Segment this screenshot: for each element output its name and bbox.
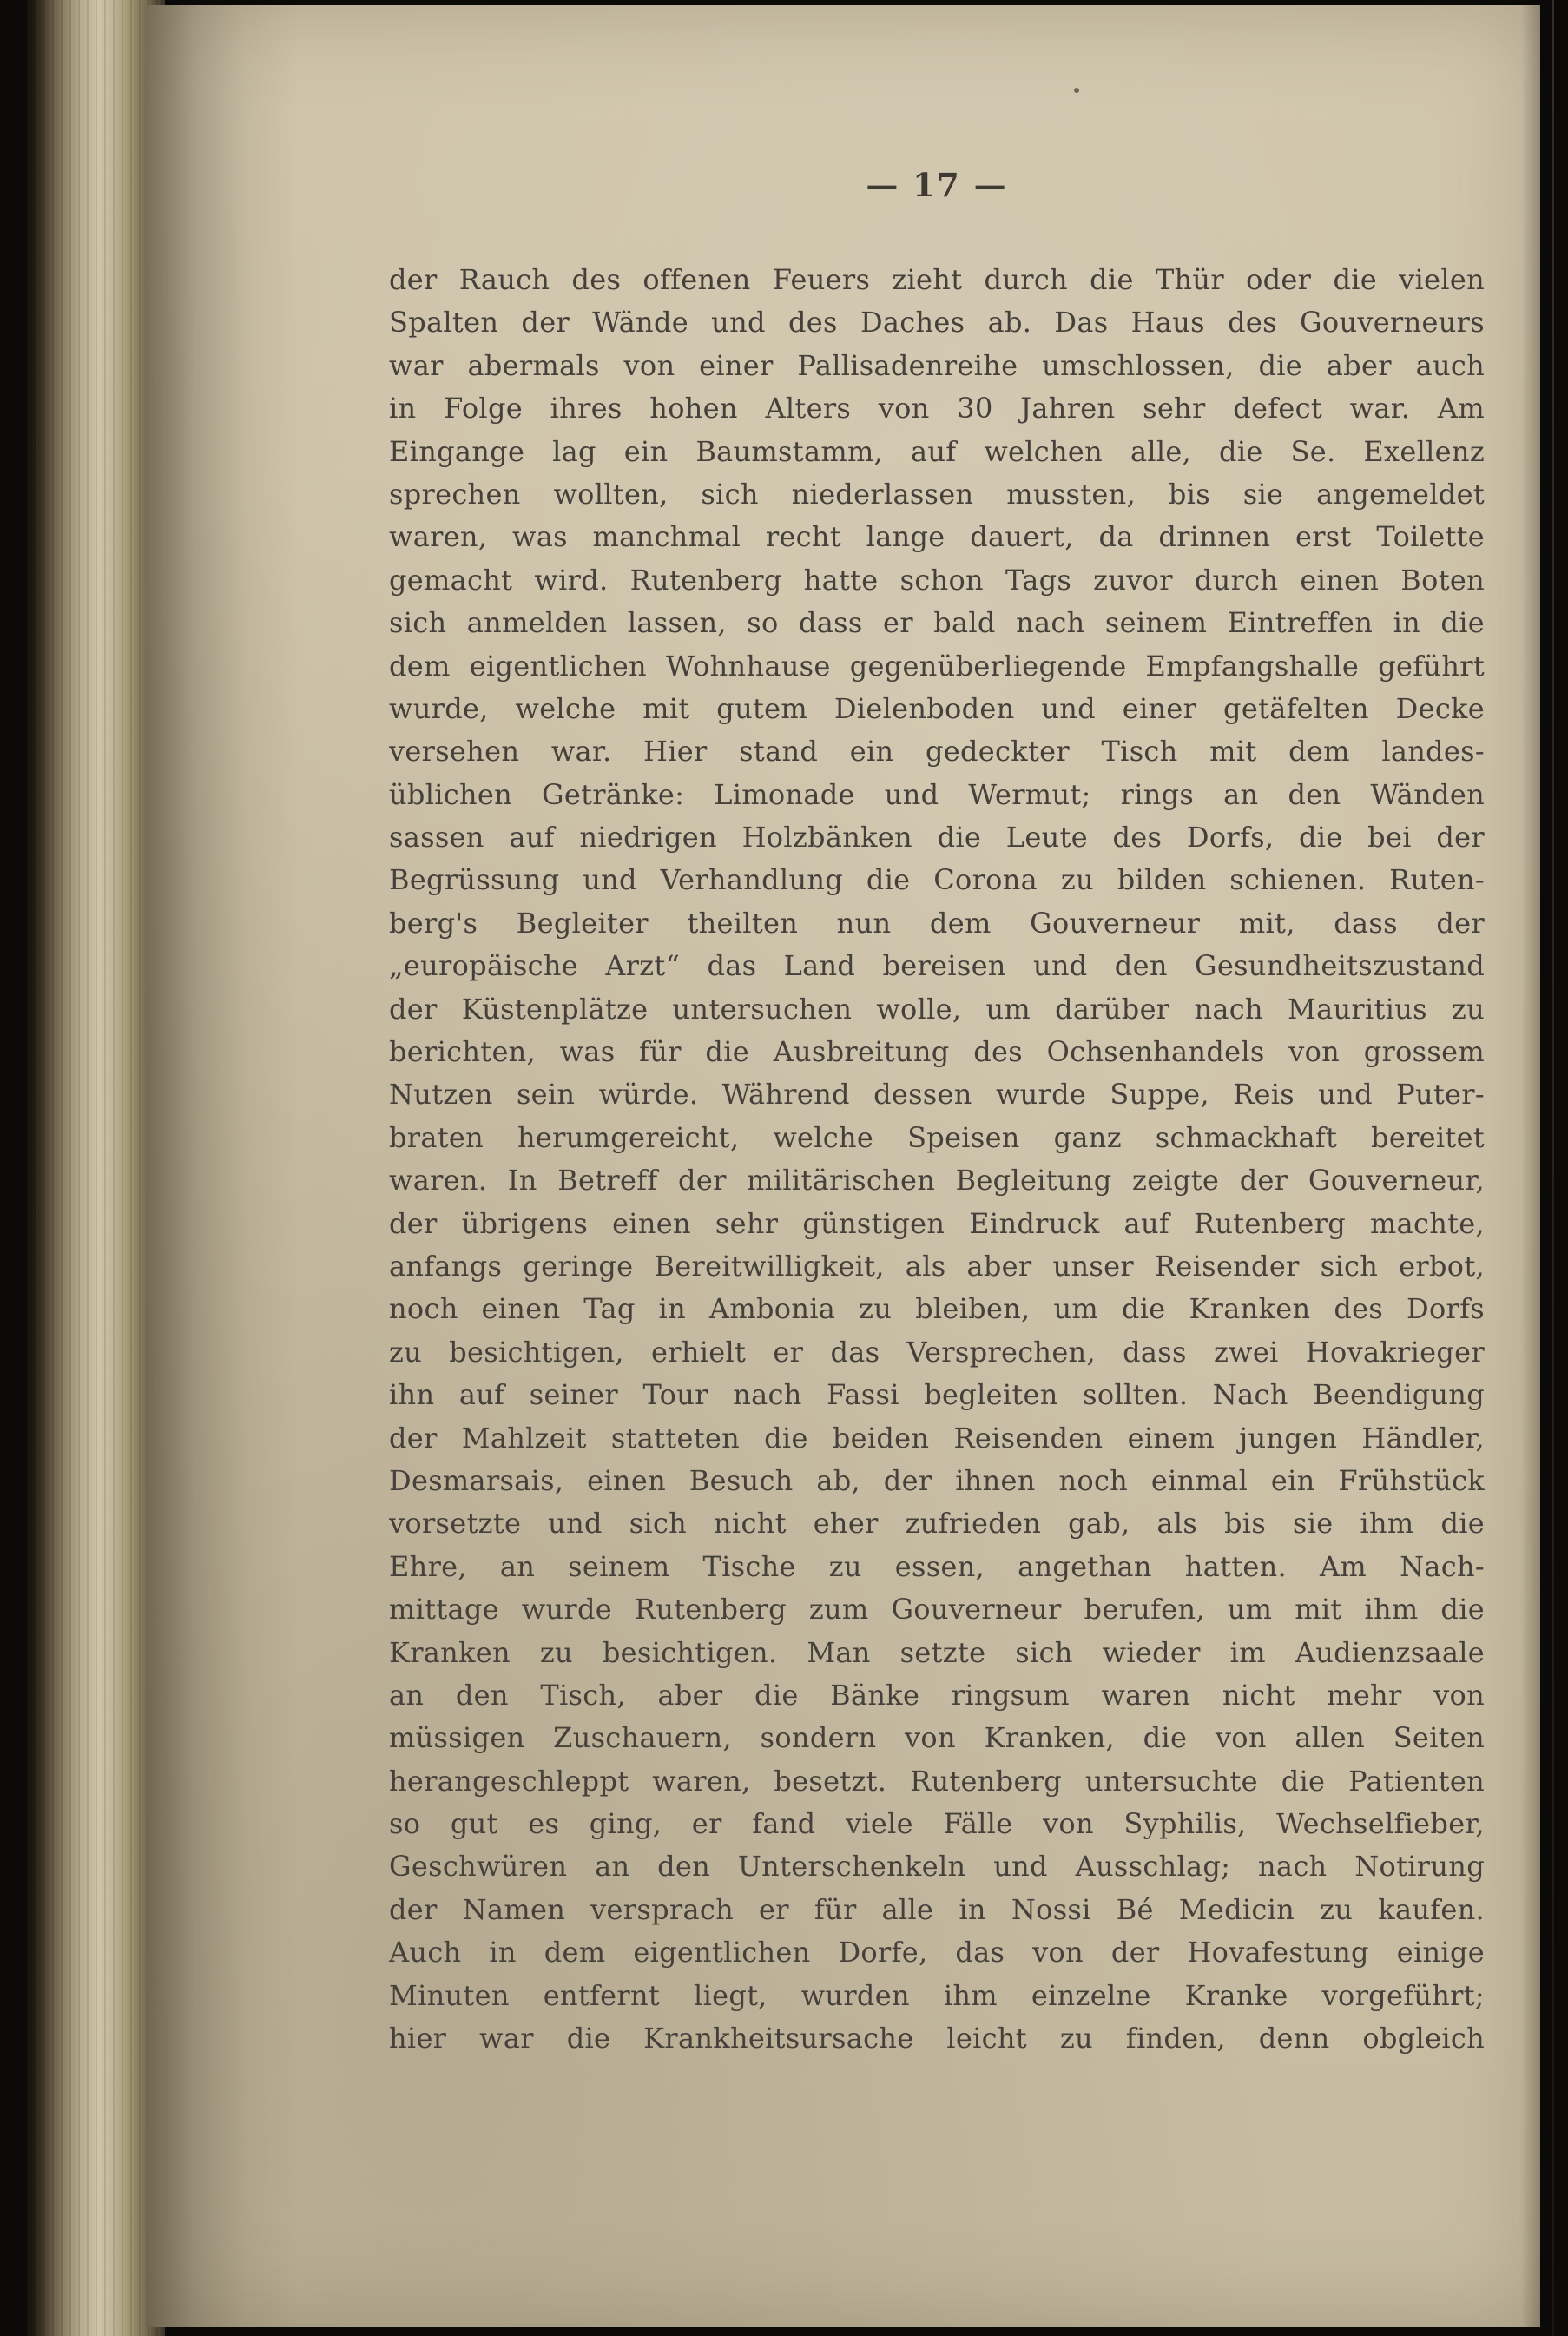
text-line: vorsetzte und sich nicht eher zufrieden gab, als bis sie ihm die bbox=[389, 1507, 1485, 1541]
text-line: Minuten entfernt liegt, wurden ihm einzelne Kranke vorgeführt; bbox=[389, 1978, 1485, 2012]
text-line: ihn auf seiner Tour nach Fassi begleiten sollten. Nach Beendigung bbox=[389, 1378, 1485, 1412]
text-line: an den Tisch, aber die Bänke ringsum waren nicht mehr von bbox=[389, 1678, 1485, 1712]
book-gutter-page-edges bbox=[26, 0, 165, 2336]
text-line: herangeschleppt waren, besetzt. Rutenberg untersuchte die Patienten bbox=[389, 1764, 1485, 1798]
text-line: Ehre, an seinem Tische zu essen, angethan hatten. Am Nach- bbox=[389, 1549, 1485, 1583]
text-line: üblichen Getränke: Limonade und Wermut; rings an den Wänden bbox=[389, 777, 1485, 811]
text-line: hier war die Krankheitsursache leicht zu finden, denn obgleich bbox=[389, 2022, 1485, 2056]
text-line: der Rauch des offenen Feuers zieht durch die Thür oder die vielen bbox=[389, 263, 1485, 296]
text-line: berg's Begleiter theilten nun dem Gouverneur mit, dass der bbox=[389, 906, 1485, 940]
text-line: war abermals von einer Pallisadenreihe umschlossen, die aber auch bbox=[389, 348, 1485, 382]
text-line: anfangs geringe Bereitwilligkeit, als aber unser Reisender sich erbot, bbox=[389, 1249, 1485, 1283]
text-line: berichten, was für die Ausbreitung des Ochsenhandels von grossem bbox=[389, 1035, 1485, 1069]
text-line: noch einen Tag in Ambonia zu bleiben, um die Kranken des Dorfs bbox=[389, 1292, 1485, 1326]
text-line: der Küstenplätze untersuchen wolle, um darüber nach Mauritius zu bbox=[389, 992, 1485, 1026]
text-line: waren, was manchmal recht lange dauert, da drinnen erst Toilette bbox=[389, 520, 1485, 554]
page-number: — 17 — bbox=[866, 166, 1008, 204]
text-line: Begrüssung und Verhandlung die Corona zu bilden schienen. Ruten- bbox=[389, 863, 1485, 897]
text-line: wurde, welche mit gutem Dielenboden und einer getäfelten Decke bbox=[389, 691, 1485, 725]
text-line: Geschwüren an den Unterschenkeln und Ausschlag; nach Notirung bbox=[389, 1850, 1485, 1884]
scan-speck bbox=[1074, 88, 1079, 93]
text-line: Spalten der Wände und des Daches ab. Das Haus des Gouverneurs bbox=[389, 306, 1485, 340]
text-line: in Folge ihres hohen Alters von 30 Jahren sehr defect war. Am bbox=[389, 392, 1485, 426]
text-line: versehen war. Hier stand ein gedeckter Tisch mit dem landes- bbox=[389, 735, 1485, 769]
right-page-edge-highlight bbox=[1552, 0, 1554, 2336]
text-line: waren. In Betreff der militärischen Begleitung zeigte der Gouverneur, bbox=[389, 1164, 1485, 1198]
text-line: mittage wurde Rutenberg zum Gouverneur berufen, um mit ihm die bbox=[389, 1593, 1485, 1627]
text-line: Eingange lag ein Baumstamm, auf welchen alle, die Se. Exellenz bbox=[389, 434, 1485, 468]
text-line: zu besichtigen, erhielt er das Versprechen, dass zwei Hovakrieger bbox=[389, 1335, 1485, 1369]
text-line: sassen auf niedrigen Holzbänken die Leute des Dorfs, die bei der bbox=[389, 821, 1485, 855]
text-line: so gut es ging, er fand viele Fälle von Syphilis, Wechselfieber, bbox=[389, 1807, 1485, 1841]
text-line: Kranken zu besichtigen. Man setzte sich wieder im Audienzsaale bbox=[389, 1635, 1485, 1669]
text-line: Nutzen sein würde. Während dessen wurde Suppe, Reis und Puter- bbox=[389, 1078, 1485, 1112]
text-line: der übrigens einen sehr günstigen Eindruck auf Rutenberg machte, bbox=[389, 1206, 1485, 1240]
page-body-text bbox=[389, 259, 1485, 2060]
text-line: sprechen wollten, sich niederlassen mussten, bis sie angemeldet bbox=[389, 477, 1485, 511]
text-line: der Namen versprach er für alle in Nossi Bé Medicin zu kaufen. bbox=[389, 1892, 1485, 1926]
book-page bbox=[146, 5, 1540, 2327]
text-line: „europäische Arzt“ das Land bereisen und den Gesundheitszustand bbox=[389, 949, 1485, 983]
text-line: Auch in dem eigentlichen Dorfe, das von der Hovafestung einige bbox=[389, 1936, 1485, 1970]
text-line: sich anmelden lassen, so dass er bald nach seinem Eintreffen in die bbox=[389, 606, 1485, 640]
text-line: dem eigentlichen Wohnhause gegenüberliegende Empfangshalle geführt bbox=[389, 649, 1485, 683]
text-line: Desmarsais, einen Besuch ab, der ihnen noch einmal ein Frühstück bbox=[389, 1463, 1485, 1497]
text-line: gemacht wird. Rutenberg hatte schon Tags zuvor durch einen Boten bbox=[389, 563, 1485, 597]
text-line: müssigen Zuschauern, sondern von Kranken, die von allen Seiten bbox=[389, 1721, 1485, 1755]
text-line: braten herumgereicht, welche Speisen ganz schmackhaft bereitet bbox=[389, 1120, 1485, 1154]
text-line: der Mahlzeit statteten die beiden Reisenden einem jungen Händler, bbox=[389, 1421, 1485, 1455]
